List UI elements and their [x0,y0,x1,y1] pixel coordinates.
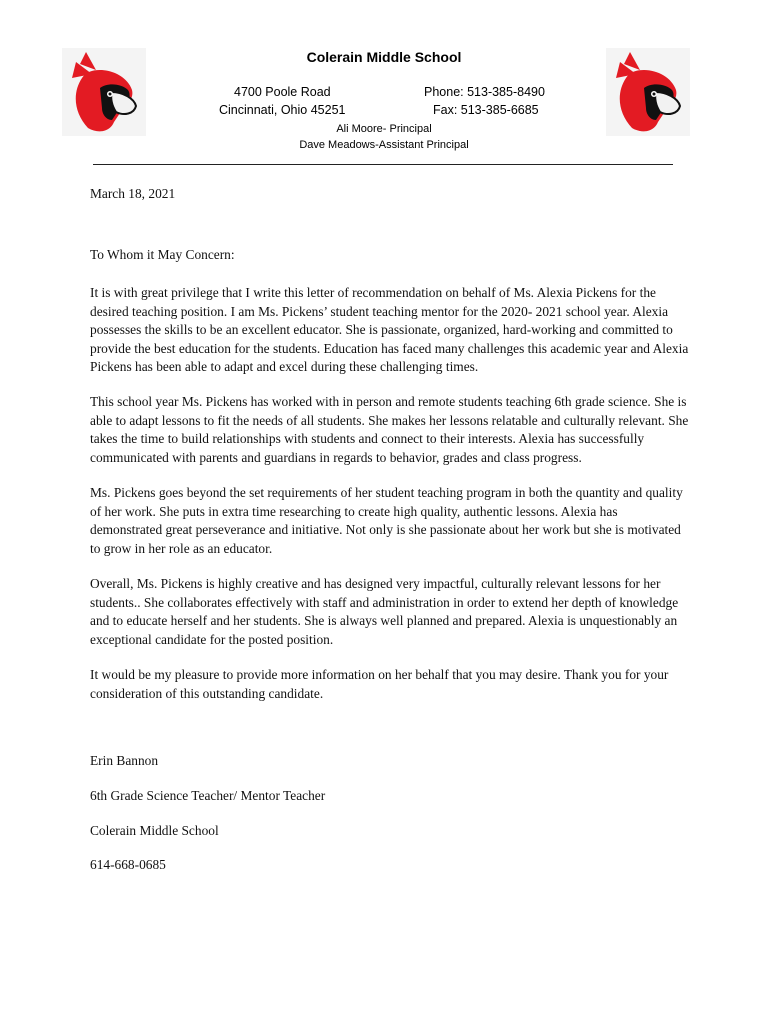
letterhead-divider [93,164,673,165]
assistant-principal-name: Dave Meadows-Assistant Principal [299,139,469,151]
signature-name: Erin Bannon [90,753,159,768]
body-paragraph-5: It would be my pleasure to provide more information on her behalf that you may desire. Thank you for your consideration of this outstanding candidate. [90,667,669,701]
school-name: Colerain Middle School [306,49,462,65]
address-line-1: 4700 Poole Road [234,85,331,99]
body-paragraph-3: Ms. Pickens goes beyond the set requirements of her student teaching program in both the quantity and quality of her work. She puts in extra time researching to create high quality, authentic lessons. Alexia has demonstrated great perseverance and initiative. Not only is she passionate about her work but she is motivated to grow in her role as an educator. [90,485,683,556]
principal-name: Ali Moore- Principal [336,123,432,135]
school-fax: Fax: 513-385-6685 [433,103,539,117]
body-paragraph-1: It is with great privilege that I write this letter of recommendation on behalf of Ms. Alexia Pickens for the desired teaching position. I am Ms. Pickens’ student teaching mentor for the 2020- 2021 school year. Alexia possesses the skills to be an excellent educator. She is passionate, organized, hard-working and committed to provide the best education for the students. Education has faced many challenges this academic year and Alexia Pickens has been able to adapt and excel during these challenging times. [90,285,689,375]
salutation: To Whom it May Concern: [90,247,235,262]
signature-phone: 614-668-0685 [90,857,166,872]
letter-date: March 18, 2021 [90,186,176,201]
signature-title: 6th Grade Science Teacher/ Mentor Teacher [90,788,326,803]
school-phone: Phone: 513-385-8490 [424,85,545,99]
body-paragraph-4: Overall, Ms. Pickens is highly creative and has designed very impactful, culturally relevant lessons for her students.. She collaborates effectively with staff and administration in order to extend her depth of knowledge and to educate herself and her students. She is always well planned and prepared. Alexia is unquestionably an exceptional candidate for the posted position. [90,576,679,647]
address-line-2: Cincinnati, Ohio 45251 [219,103,346,117]
body-paragraph-2: This school year Ms. Pickens has worked with in person and remote students teaching 6th grade science. She is able to adapt lessons to fit the needs of all students. She makes her lessons relatable and culturally relevant. She takes the time to build relationships with students and connect to their interests. Alexia has successfully communicated with parents and guardians in regards to behavior, grades and class progress. [90,394,689,465]
signature-school: Colerain Middle School [90,823,219,838]
